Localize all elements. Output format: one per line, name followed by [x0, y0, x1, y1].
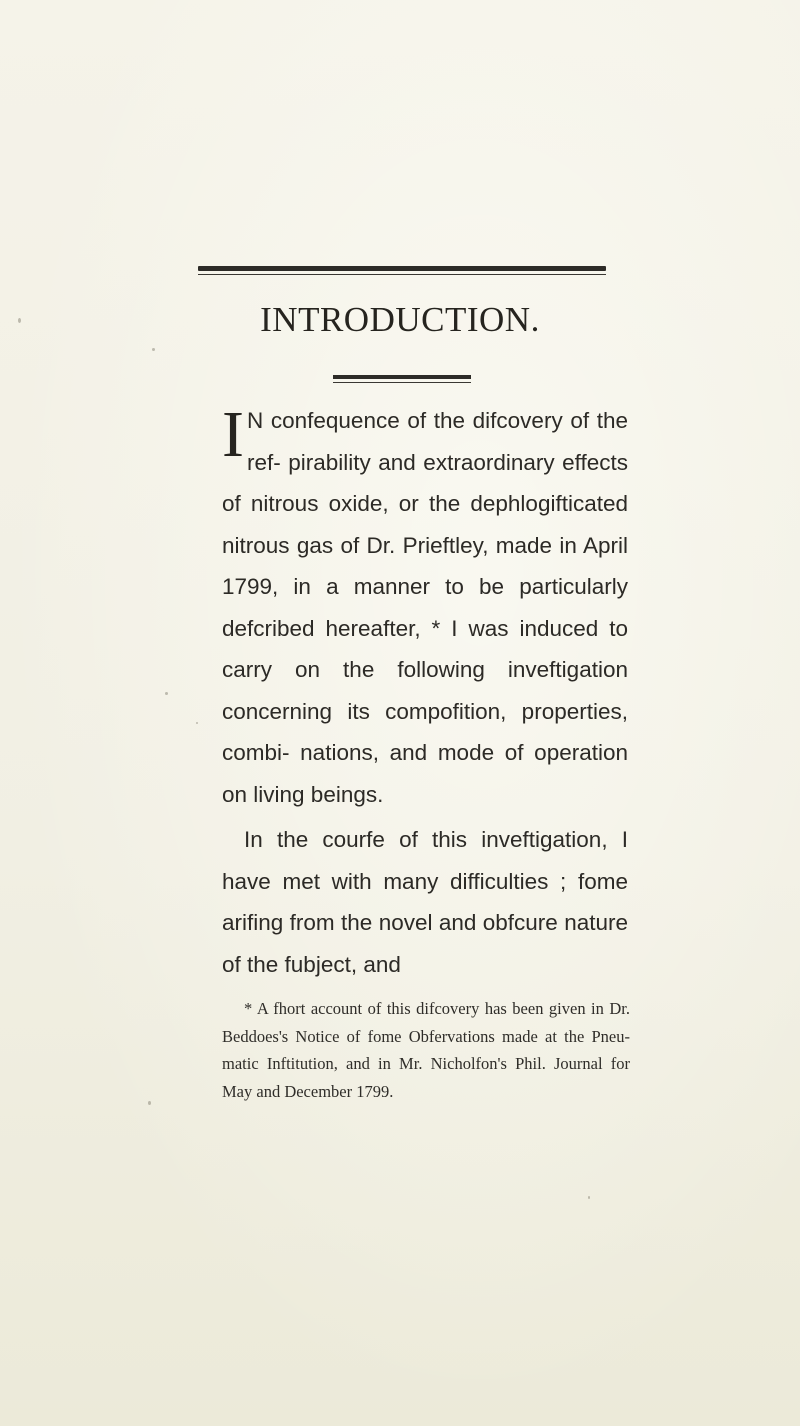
drop-cap: I: [222, 398, 244, 471]
paragraph-1: [222, 400, 628, 815]
title-double-rule: [333, 375, 471, 383]
paragraph-2: In the courfe of this inveftigation, I have met with many difficulties ; fome arifing from the novel and obfcure nature of the fubject, and: [222, 827, 628, 977]
page-title: INTRODUCTION.: [260, 300, 540, 339]
paper-fleck: [148, 1101, 151, 1105]
top-double-rule: [198, 266, 606, 275]
paper-fleck: [165, 692, 168, 695]
footnote: * A fhort account of this difcovery has been given in Dr. Beddoes's Notice of fome Obfervations made at the Pneu- matic Inftitution, and in Mr. Nicholfon's Phil. Journal for May and December 1799.: [222, 999, 630, 1101]
paper-fleck: [588, 1196, 590, 1199]
paragraph-1-text: N confequence of the difcovery of the ref- pirability and extraordinary effects of nitrous oxide, or the dephlogifticated nitrous gas of Dr. Prieftley, made in April 1799, in a manner to be particularly defcribed hereafter, * I was induced to carry on the following inveftigation concerning its compofition, properties, combi- nations, and mode of operation on living beings.: [222, 408, 628, 807]
body-text: [222, 400, 628, 985]
paper-fleck: [152, 348, 155, 351]
paper-fleck: [196, 722, 198, 724]
